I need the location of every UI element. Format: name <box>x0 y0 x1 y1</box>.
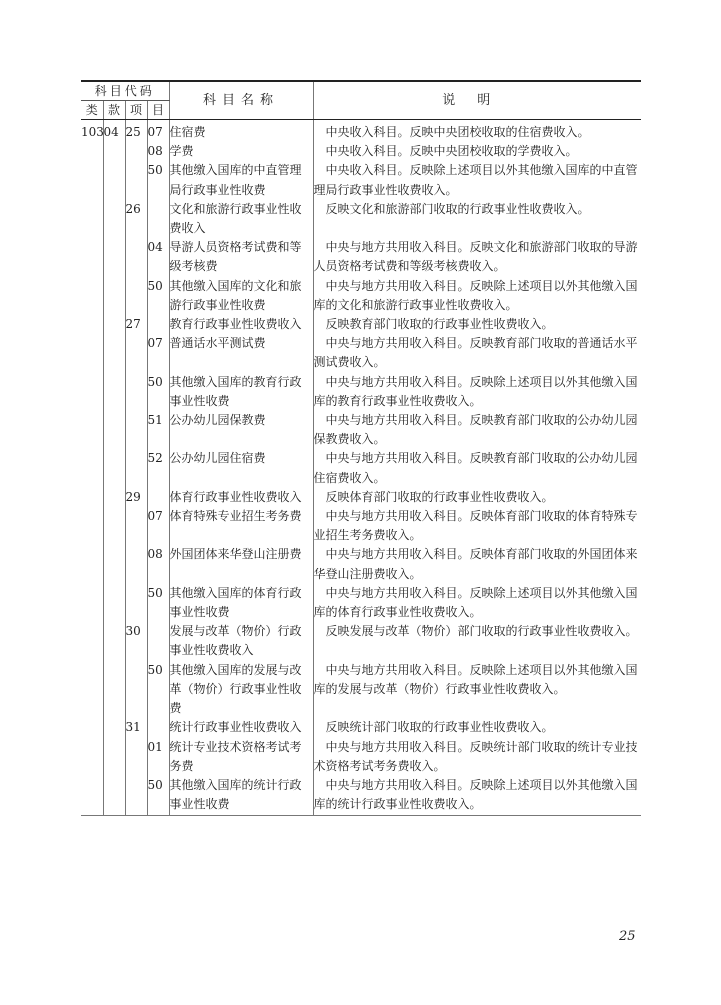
mu-cell: 07 <box>147 507 169 545</box>
lei-cell <box>81 661 103 719</box>
xiang-cell <box>125 277 147 315</box>
subject-name-cell: 教育行政事业性收费收入 <box>169 315 313 334</box>
lei-cell <box>81 411 103 449</box>
lei-cell <box>81 507 103 545</box>
xiang-cell <box>125 507 147 545</box>
table-row <box>81 277 641 315</box>
lei-cell: 103 <box>81 125 104 139</box>
subject-name-cell: 学费 <box>169 142 313 161</box>
table-row <box>81 161 641 199</box>
kuan-cell <box>103 449 125 487</box>
xiang-cell <box>125 373 147 411</box>
table-row <box>81 622 641 660</box>
mu-cell: 50 <box>147 277 169 315</box>
lei-cell <box>81 488 103 507</box>
subject-name-cell: 住宿费 <box>169 120 313 143</box>
description-cell: 中央与地方共用收入科目。反映除上述项目以外其他缴入国库的统计行政事业性收费收入。 <box>313 776 641 814</box>
lei-cell <box>81 334 103 372</box>
table-row <box>81 373 641 411</box>
subject-name-cell: 统计专业技术资格考试考务费 <box>169 738 313 776</box>
description-cell: 中央与地方共用收入科目。反映文化和旅游部门收取的导游人员资格考试费和等级考核费收入。 <box>313 238 641 276</box>
xiang-header: 项 <box>125 101 147 120</box>
table-row <box>81 449 641 487</box>
mu-cell: 07 <box>147 334 169 372</box>
xiang-cell: 25 <box>125 120 147 143</box>
kuan-cell: 04 <box>103 120 125 143</box>
description-cell: 反映体育部门收取的行政事业性收费收入。 <box>313 488 641 507</box>
xiang-cell <box>125 238 147 276</box>
xiang-cell <box>125 661 147 719</box>
xiang-cell: 30 <box>125 622 147 660</box>
lei-cell <box>81 545 103 583</box>
kuan-cell <box>103 315 125 334</box>
subject-name-cell: 其他缴入国库的中直管理局行政事业性收费 <box>169 161 313 199</box>
table-row <box>81 776 641 814</box>
mu-cell: 50 <box>147 373 169 411</box>
subject-name-cell: 其他缴入国库的发展与改革（物价）行政事业性收费 <box>169 661 313 719</box>
table-row <box>81 661 641 719</box>
lei-cell <box>81 161 103 199</box>
mu-cell: 08 <box>147 142 169 161</box>
kuan-cell <box>103 238 125 276</box>
lei-cell <box>81 449 103 487</box>
xiang-cell: 31 <box>125 718 147 737</box>
table-row <box>81 315 641 334</box>
mu-cell <box>147 200 169 238</box>
mu-cell: 51 <box>147 411 169 449</box>
mu-cell: 50 <box>147 584 169 622</box>
xiang-cell <box>125 738 147 776</box>
mu-cell: 01 <box>147 738 169 776</box>
mu-cell <box>147 315 169 334</box>
lei-cell <box>81 277 103 315</box>
subject-name-header: 科目名称 <box>169 81 313 120</box>
page-number: 25 <box>619 929 636 944</box>
kuan-header: 款 <box>103 101 125 120</box>
table-row <box>81 238 641 276</box>
subject-name-cell: 统计行政事业性收费收入 <box>169 718 313 737</box>
kuan-cell <box>103 661 125 719</box>
table-row <box>81 411 641 449</box>
mu-cell: 04 <box>147 238 169 276</box>
description-cell: 中央与地方共用收入科目。反映除上述项目以外其他缴入国库的文化和旅游行政事业性收费收入。 <box>313 277 641 315</box>
kuan-cell <box>103 142 125 161</box>
xiang-cell <box>125 142 147 161</box>
lei-cell <box>81 142 103 161</box>
subject-name-cell: 其他缴入国库的教育行政事业性收费 <box>169 373 313 411</box>
subject-name-cell: 公办幼儿园保教费 <box>169 411 313 449</box>
kuan-cell <box>103 161 125 199</box>
description-cell: 中央与地方共用收入科目。反映教育部门收取的普通话水平测试费收入。 <box>313 334 641 372</box>
table-body <box>81 120 641 816</box>
lei-cell <box>81 622 103 660</box>
description-cell: 中央收入科目。反映中央团校收取的学费收入。 <box>313 142 641 161</box>
xiang-cell: 26 <box>125 200 147 238</box>
code-group-header: 科目代码 <box>81 81 169 101</box>
xiang-cell: 29 <box>125 488 147 507</box>
subject-name-cell: 体育特殊专业招生考务费 <box>169 507 313 545</box>
subject-name-cell: 公办幼儿园住宿费 <box>169 449 313 487</box>
kuan-cell <box>103 507 125 545</box>
kuan-cell <box>103 622 125 660</box>
subject-name-cell: 其他缴入国库的文化和旅游行政事业性收费 <box>169 277 313 315</box>
kuan-cell <box>103 277 125 315</box>
table-row <box>81 545 641 583</box>
lei-cell <box>81 315 103 334</box>
mu-cell <box>147 488 169 507</box>
mu-cell: 50 <box>147 776 169 814</box>
kuan-cell <box>103 584 125 622</box>
description-cell: 中央与地方共用收入科目。反映教育部门收取的公办幼儿园保教费收入。 <box>313 411 641 449</box>
subject-name-cell: 其他缴入国库的体育行政事业性收费 <box>169 584 313 622</box>
xiang-cell <box>125 411 147 449</box>
table-row <box>81 738 641 776</box>
description-cell: 中央收入科目。反映中央团校收取的住宿费收入。 <box>313 120 641 143</box>
description-cell: 反映文化和旅游部门收取的行政事业性收费收入。 <box>313 200 641 238</box>
lei-cell <box>81 584 103 622</box>
table-row <box>81 507 641 545</box>
description-cell: 中央与地方共用收入科目。反映统计部门收取的统计专业技术资格考试考务费收入。 <box>313 738 641 776</box>
table-row <box>81 200 641 238</box>
budget-subject-table <box>81 80 641 816</box>
subject-name-cell: 文化和旅游行政事业性收费收入 <box>169 200 313 238</box>
lei-cell <box>81 738 103 776</box>
xiang-cell <box>125 449 147 487</box>
xiang-cell <box>125 545 147 583</box>
table-bottom-rule <box>81 814 641 816</box>
kuan-cell <box>103 718 125 737</box>
table-row <box>81 718 641 737</box>
subject-name-cell: 其他缴入国库的统计行政事业性收费 <box>169 776 313 814</box>
description-header: 说明 <box>313 81 641 120</box>
description-cell: 反映发展与改革（物价）部门收取的行政事业性收费收入。 <box>313 622 641 660</box>
description-cell: 反映统计部门收取的行政事业性收费收入。 <box>313 718 641 737</box>
mu-cell: 07 <box>147 120 169 143</box>
lei-cell <box>81 200 103 238</box>
mu-cell: 50 <box>147 661 169 719</box>
mu-cell <box>147 622 169 660</box>
table-header <box>81 81 641 120</box>
description-cell: 中央与地方共用收入科目。反映除上述项目以外其他缴入国库的教育行政事业性收费收入。 <box>313 373 641 411</box>
lei-cell <box>81 373 103 411</box>
lei-cell <box>81 718 103 737</box>
subject-name-cell: 体育行政事业性收费收入 <box>169 488 313 507</box>
lei-header: 类 <box>81 101 103 120</box>
description-cell: 中央与地方共用收入科目。反映教育部门收取的公办幼儿园住宿费收入。 <box>313 449 641 487</box>
kuan-cell <box>103 373 125 411</box>
table-row <box>81 584 641 622</box>
table-row <box>81 334 641 372</box>
xiang-cell <box>125 334 147 372</box>
kuan-cell <box>103 411 125 449</box>
subject-name-cell: 发展与改革（物价）行政事业性收费收入 <box>169 622 313 660</box>
description-cell: 中央与地方共用收入科目。反映体育部门收取的体育特殊专业招生考务费收入。 <box>313 507 641 545</box>
table-row <box>81 488 641 507</box>
kuan-cell <box>103 545 125 583</box>
kuan-cell <box>103 488 125 507</box>
kuan-cell <box>103 200 125 238</box>
lei-cell <box>81 776 103 814</box>
description-cell: 中央与地方共用收入科目。反映体育部门收取的外国团体来华登山注册费收入。 <box>313 545 641 583</box>
kuan-cell <box>103 738 125 776</box>
lei-cell <box>81 238 103 276</box>
mu-cell <box>147 718 169 737</box>
subject-name-cell: 普通话水平测试费 <box>169 334 313 372</box>
mu-cell: 50 <box>147 161 169 199</box>
description-cell: 反映教育部门收取的行政事业性收费收入。 <box>313 315 641 334</box>
description-cell: 中央与地方共用收入科目。反映除上述项目以外其他缴入国库的体育行政事业性收费收入。 <box>313 584 641 622</box>
mu-cell: 52 <box>147 449 169 487</box>
table-row <box>81 142 641 161</box>
description-cell: 中央收入科目。反映除上述项目以外其他缴入国库的中直管理局行政事业性收费收入。 <box>313 161 641 199</box>
xiang-cell <box>125 584 147 622</box>
table-row <box>81 120 641 143</box>
kuan-cell <box>103 776 125 814</box>
subject-name-cell: 外国团体来华登山注册费 <box>169 545 313 583</box>
description-cell: 中央与地方共用收入科目。反映除上述项目以外其他缴入国库的发展与改革（物价）行政事业性收费收入。 <box>313 661 641 719</box>
mu-cell: 08 <box>147 545 169 583</box>
xiang-cell <box>125 161 147 199</box>
xiang-cell <box>125 776 147 814</box>
subject-name-cell: 导游人员资格考试费和等级考核费 <box>169 238 313 276</box>
mu-header: 目 <box>147 101 169 120</box>
kuan-cell <box>103 334 125 372</box>
xiang-cell: 27 <box>125 315 147 334</box>
